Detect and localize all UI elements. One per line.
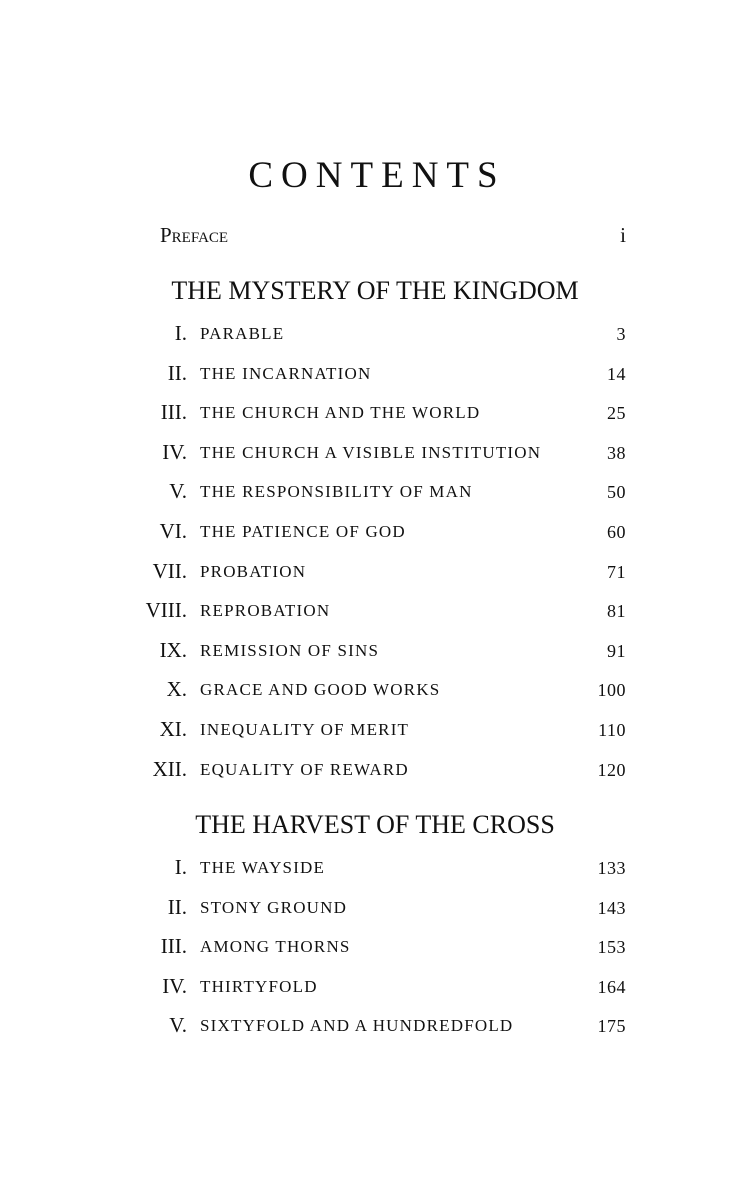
chapter-page-number: 91 — [607, 640, 626, 661]
chapter-title: THE INCARNATION — [200, 363, 372, 383]
chapter-page-number: 110 — [598, 719, 626, 740]
chapter-title: SIXTYFOLD AND A HUNDREDFOLD — [200, 1016, 514, 1036]
page-title: CONTENTS — [248, 155, 506, 196]
chapter-title: AMONG THORNS — [200, 937, 351, 957]
chapter-title: THE RESPONSIBILITY OF MAN — [200, 482, 473, 502]
chapter-numeral: IX. — [159, 637, 187, 662]
chapter-title: PROBATION — [200, 561, 307, 581]
chapter-numeral: IV. — [162, 973, 187, 998]
chapter-page-number: 71 — [607, 561, 626, 582]
toc-entry[interactable] — [0, 968, 750, 1008]
chapter-numeral: V. — [169, 1013, 187, 1038]
toc-entry[interactable] — [0, 928, 750, 968]
chapter-numeral: I. — [174, 321, 187, 345]
chapter-numeral: VI. — [159, 518, 187, 543]
chapter-title: INEQUALITY OF MERIT — [200, 719, 410, 739]
chapter-numeral: V. — [169, 479, 187, 504]
chapter-page-number: 133 — [597, 858, 626, 878]
toc-entry[interactable] — [0, 355, 750, 395]
part-heading-mystery-of-the-kingdom: THE MYSTERY OF THE KINGDOM — [171, 276, 579, 305]
toc-entry[interactable] — [0, 315, 750, 355]
toc-entry[interactable] — [0, 849, 750, 889]
chapter-title: THE PATIENCE OF GOD — [200, 521, 406, 541]
chapter-numeral: X. — [166, 677, 187, 702]
toc-entry[interactable] — [0, 394, 750, 434]
preface-page-number: i — [620, 223, 626, 247]
chapter-title: REMISSION OF SINS — [200, 640, 380, 660]
chapter-page-number: 100 — [597, 680, 626, 701]
chapter-title: THIRTYFOLD — [200, 976, 318, 996]
toc-entry[interactable] — [0, 1007, 750, 1047]
chapter-numeral: VIII. — [145, 598, 187, 623]
preface-entry[interactable] — [160, 218, 626, 252]
chapter-title: STONY GROUND — [200, 897, 348, 917]
chapter-numeral: I. — [174, 855, 187, 879]
toc-entry[interactable] — [0, 711, 750, 751]
toc-entry[interactable] — [0, 632, 750, 672]
chapter-numeral: VII. — [152, 558, 187, 583]
chapter-page-number: 50 — [607, 482, 626, 503]
chapter-page-number: 120 — [597, 759, 626, 780]
part-heading-harvest-of-the-cross: THE HARVEST OF THE CROSS — [195, 810, 555, 839]
chapter-page-number: 38 — [607, 442, 626, 463]
chapter-numeral: XI. — [159, 716, 187, 741]
chapter-page-number: 25 — [607, 403, 626, 424]
chapter-numeral: XII. — [152, 756, 187, 781]
chapter-page-number: 60 — [607, 521, 626, 542]
chapter-title: THE CHURCH AND THE WORLD — [200, 403, 481, 423]
chapter-title: PARABLE — [200, 324, 285, 343]
chapter-page-number: 164 — [597, 976, 626, 997]
chapter-numeral: III. — [160, 400, 187, 425]
chapter-title: GRACE AND GOOD WORKS — [200, 680, 441, 700]
toc-entry[interactable] — [0, 671, 750, 711]
chapter-page-number: 143 — [597, 897, 626, 918]
toc-entry[interactable] — [0, 434, 750, 474]
chapter-numeral: III. — [160, 934, 187, 959]
preface-label: Preface — [160, 223, 229, 247]
toc-entry[interactable] — [0, 592, 750, 632]
chapter-page-number: 3 — [616, 324, 626, 344]
chapter-numeral: II. — [167, 360, 187, 385]
toc-entry[interactable] — [0, 473, 750, 513]
toc-list-part-2 — [0, 849, 750, 1047]
toc-entry[interactable] — [0, 553, 750, 593]
chapter-title: THE WAYSIDE — [200, 858, 326, 877]
chapter-title: EQUALITY OF REWARD — [200, 759, 409, 779]
chapter-title: THE CHURCH A VISIBLE INSTITUTION — [200, 442, 542, 462]
chapter-title: REPROBATION — [200, 601, 331, 621]
chapter-page-number: 153 — [597, 937, 626, 958]
toc-entry[interactable] — [0, 889, 750, 929]
chapter-page-number: 81 — [607, 601, 626, 622]
toc-list-part-1 — [0, 315, 750, 790]
chapter-numeral: II. — [167, 894, 187, 919]
chapter-numeral: IV. — [162, 439, 187, 464]
toc-entry[interactable] — [0, 513, 750, 553]
chapter-page-number: 14 — [607, 363, 626, 384]
chapter-page-number: 175 — [597, 1016, 626, 1037]
toc-entry[interactable] — [0, 751, 750, 791]
